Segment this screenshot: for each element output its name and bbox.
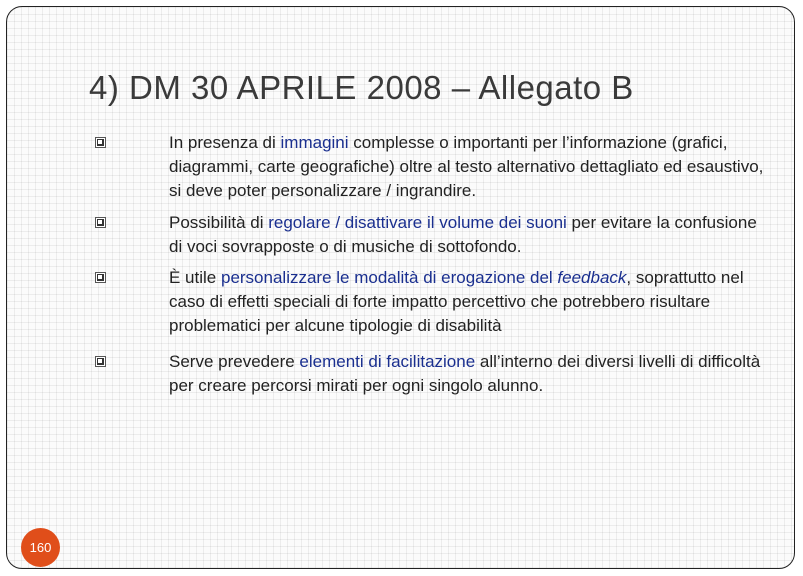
highlight: personalizzare le modalità di erogazione del [220, 268, 558, 287]
square-bullet-icon [95, 137, 106, 148]
highlight: immagini [280, 133, 349, 152]
list-item-text: È utile personalizzare le modalità di erogazione del feedback, soprattutto nel caso di effetti speciali di forte impatto percettivo che potrebbero risultare problematici per alcune tipologie di disabilità [169, 268, 744, 335]
bullet-list [7, 7, 794, 568]
square-bullet-icon [95, 356, 106, 367]
list-item-text: Possibilità di regolare / disattivare il volume dei suoni per evitare la confusione di voci sovrapposte o di musiche di sottofondo. [169, 213, 757, 256]
list-item-text: In presenza di immagini complesse o importanti per l’informazione (grafici, diagrammi, carte geografiche) oltre al testo alternativo dettagliato ed esaustivo, si deve poter personalizzare / ingrandire. [169, 133, 764, 200]
slide-title: 4) DM 30 APRILE 2008 – Allegato B [89, 69, 634, 106]
page-number-badge: 160 [21, 528, 60, 567]
highlight: regolare / disattivare il volume dei suoni [268, 213, 567, 232]
square-bullet-icon [95, 217, 106, 228]
slide [6, 6, 795, 569]
square-bullet-icon [95, 272, 106, 283]
list-item-text: Serve prevedere elementi di facilitazione all’interno dei diversi livelli di difficoltà per creare percorsi mirati per ogni singolo alunno. [169, 352, 761, 395]
highlight: elementi di facilitazione [299, 352, 476, 371]
highlight-italic: feedback [557, 268, 627, 287]
